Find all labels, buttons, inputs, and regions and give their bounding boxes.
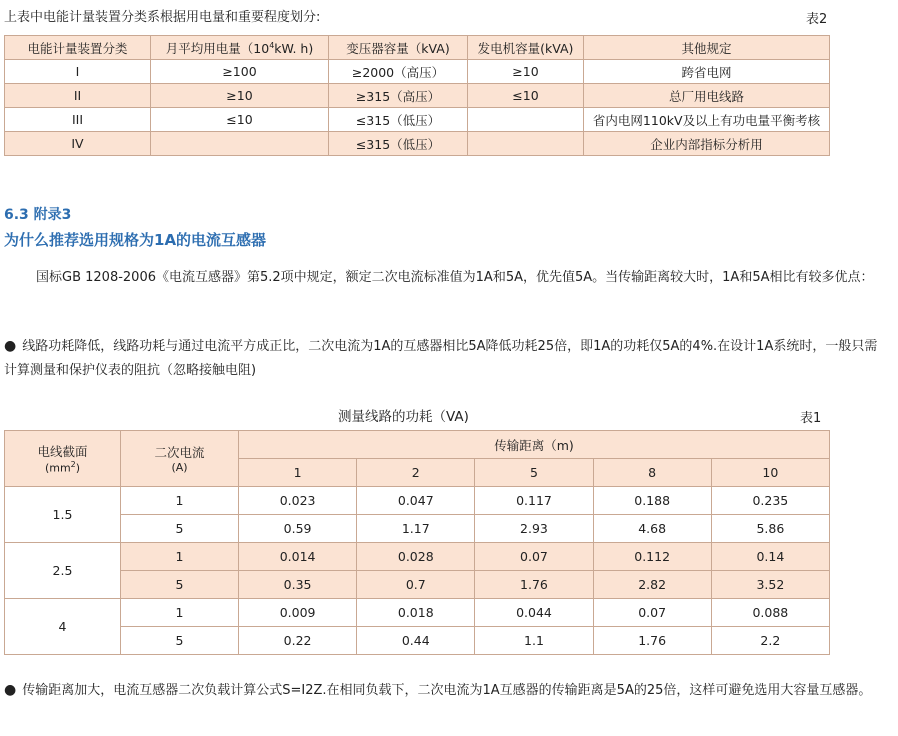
table-cell: 2.93 xyxy=(475,515,593,543)
table-cell: ≥315（高压） xyxy=(329,84,468,108)
table-row xyxy=(5,543,830,571)
table-cell: ≤315（低压） xyxy=(329,132,468,156)
table-cell: 0.07 xyxy=(593,599,711,627)
table-cell: 1.76 xyxy=(593,627,711,655)
section-title: 为什么推荐选用规格为1A的电流互感器 xyxy=(4,231,267,249)
table-cell: 总厂用电线路 xyxy=(584,84,830,108)
current-cell: 5 xyxy=(121,571,239,599)
table-row xyxy=(5,599,830,627)
table-cell: IV xyxy=(5,132,151,156)
table-cell: ≥10 xyxy=(151,84,329,108)
table2-label: 表2 xyxy=(806,12,828,27)
intro-text: 上表中电能计量装置分类系根据用电量和重要程度划分: xyxy=(4,10,321,25)
current-cell: 1 xyxy=(121,599,239,627)
table-cell: ≥2000（高压） xyxy=(329,60,468,84)
bullet-paragraph: ● 线路功耗降低，线路功耗与通过电流平方成正比，二次电流为1A的互感器相比5A降低功耗25倍，即1A的功耗仅5A的4%.在设计1A系统时，一般只需计算测量和保护仪表的阻抗（忽略接触电阻) xyxy=(4,338,878,378)
table-cell: 省内电网110kV及以上有功电量平衡考核 xyxy=(584,108,830,132)
bullet-icon: ● xyxy=(4,682,17,698)
table-cell: 0.047 xyxy=(357,487,475,515)
table-cell: 0.009 xyxy=(239,599,357,627)
table-cell: 0.088 xyxy=(711,599,829,627)
table-header-row xyxy=(5,36,830,60)
current-cell: 1 xyxy=(121,543,239,571)
table-cell: 0.59 xyxy=(239,515,357,543)
table-cell: 1.1 xyxy=(475,627,593,655)
section-cell: 4 xyxy=(5,599,121,655)
table-cell: 1.76 xyxy=(475,571,593,599)
header-cell: 其他规定 xyxy=(584,36,830,60)
table-cell: 0.023 xyxy=(239,487,357,515)
current-cell: 5 xyxy=(121,515,239,543)
table1-label: 表1 xyxy=(800,411,822,426)
header-cell: 8 xyxy=(593,459,711,487)
table-cell: ≤315（低压） xyxy=(329,108,468,132)
header-cell: 5 xyxy=(475,459,593,487)
table-cell: 0.7 xyxy=(357,571,475,599)
table-cell: 0.014 xyxy=(239,543,357,571)
metering-class-table xyxy=(4,35,830,156)
table-cell: 0.44 xyxy=(357,627,475,655)
table-cell: 1.17 xyxy=(357,515,475,543)
table-cell: 0.07 xyxy=(475,543,593,571)
table-cell: 0.044 xyxy=(475,599,593,627)
table-cell: ≥10 xyxy=(468,60,584,84)
header-cell: 1 xyxy=(239,459,357,487)
bullet-icon: ● xyxy=(4,338,17,354)
header-cell-distance: 传输距离（m) xyxy=(239,431,830,459)
header-cell: 2 xyxy=(357,459,475,487)
header-cell: 电能计量装置分类 xyxy=(5,36,151,60)
table-row xyxy=(5,108,830,132)
header-cell-wire: 电线截面 $(mm^2)$ xyxy=(5,431,121,487)
table-cell: 0.112 xyxy=(593,543,711,571)
table-cell: 4.68 xyxy=(593,515,711,543)
table-cell: II xyxy=(5,84,151,108)
table-cell: 2.82 xyxy=(593,571,711,599)
table-cell xyxy=(151,132,329,156)
table-row xyxy=(5,627,830,655)
table-cell: 0.117 xyxy=(475,487,593,515)
section-cell: 1.5 xyxy=(5,487,121,543)
table-cell xyxy=(468,132,584,156)
current-cell: 1 xyxy=(121,487,239,515)
table-cell: 3.52 xyxy=(711,571,829,599)
table-cell: 0.018 xyxy=(357,599,475,627)
table-cell: 跨省电网 xyxy=(584,60,830,84)
header-cell: 月平均用电量（$10^4kW$. h) xyxy=(151,36,329,60)
table-row xyxy=(5,84,830,108)
table-cell: 0.028 xyxy=(357,543,475,571)
table-cell: I xyxy=(5,60,151,84)
table-row xyxy=(5,60,830,84)
table-row xyxy=(5,571,830,599)
table-cell: 5.86 xyxy=(711,515,829,543)
bullet-paragraph: ● 传输距离加大，电流互感器二次负载计算公式S=I2Z.在相同负载下，二次电流为1A互感器的传输距离是5A的25倍，这样可避免选用大容量互感器。 xyxy=(4,682,872,698)
table-header-row xyxy=(5,431,830,459)
power-loss-table xyxy=(4,430,830,655)
table-cell: 0.188 xyxy=(593,487,711,515)
header-cell-current: 二次电流 (A) xyxy=(121,431,239,487)
table-cell: 企业内部指标分析用 xyxy=(584,132,830,156)
header-cell: 发电机容量(kVA) xyxy=(468,36,584,60)
current-cell: 5 xyxy=(121,627,239,655)
table-cell xyxy=(468,108,584,132)
table-cell: III xyxy=(5,108,151,132)
table-row xyxy=(5,515,830,543)
header-cell: 变压器容量（kVA) xyxy=(329,36,468,60)
table-cell: 0.22 xyxy=(239,627,357,655)
header-cell: 10 xyxy=(711,459,829,487)
table-row xyxy=(5,487,830,515)
section-cell: 2.5 xyxy=(5,543,121,599)
table-cell: 0.35 xyxy=(239,571,357,599)
table-cell: 2.2 xyxy=(711,627,829,655)
table-cell: ≤10 xyxy=(151,108,329,132)
table-row xyxy=(5,132,830,156)
table-cell: ≥100 xyxy=(151,60,329,84)
section-number: 6.3 附录3 xyxy=(4,207,72,223)
table-cell: 0.235 xyxy=(711,487,829,515)
table-cell: ≤10 xyxy=(468,84,584,108)
table-cell: 0.14 xyxy=(711,543,829,571)
table1-title: 测量线路的功耗（VA) xyxy=(338,409,469,425)
paragraph: 国标GB 1208-2006《电流互感器》第5.2项中规定，额定二次电流标准值为1A和5A，优先值5A。当传输距离较大时，1A和5A相比有较多优点： xyxy=(36,270,874,285)
